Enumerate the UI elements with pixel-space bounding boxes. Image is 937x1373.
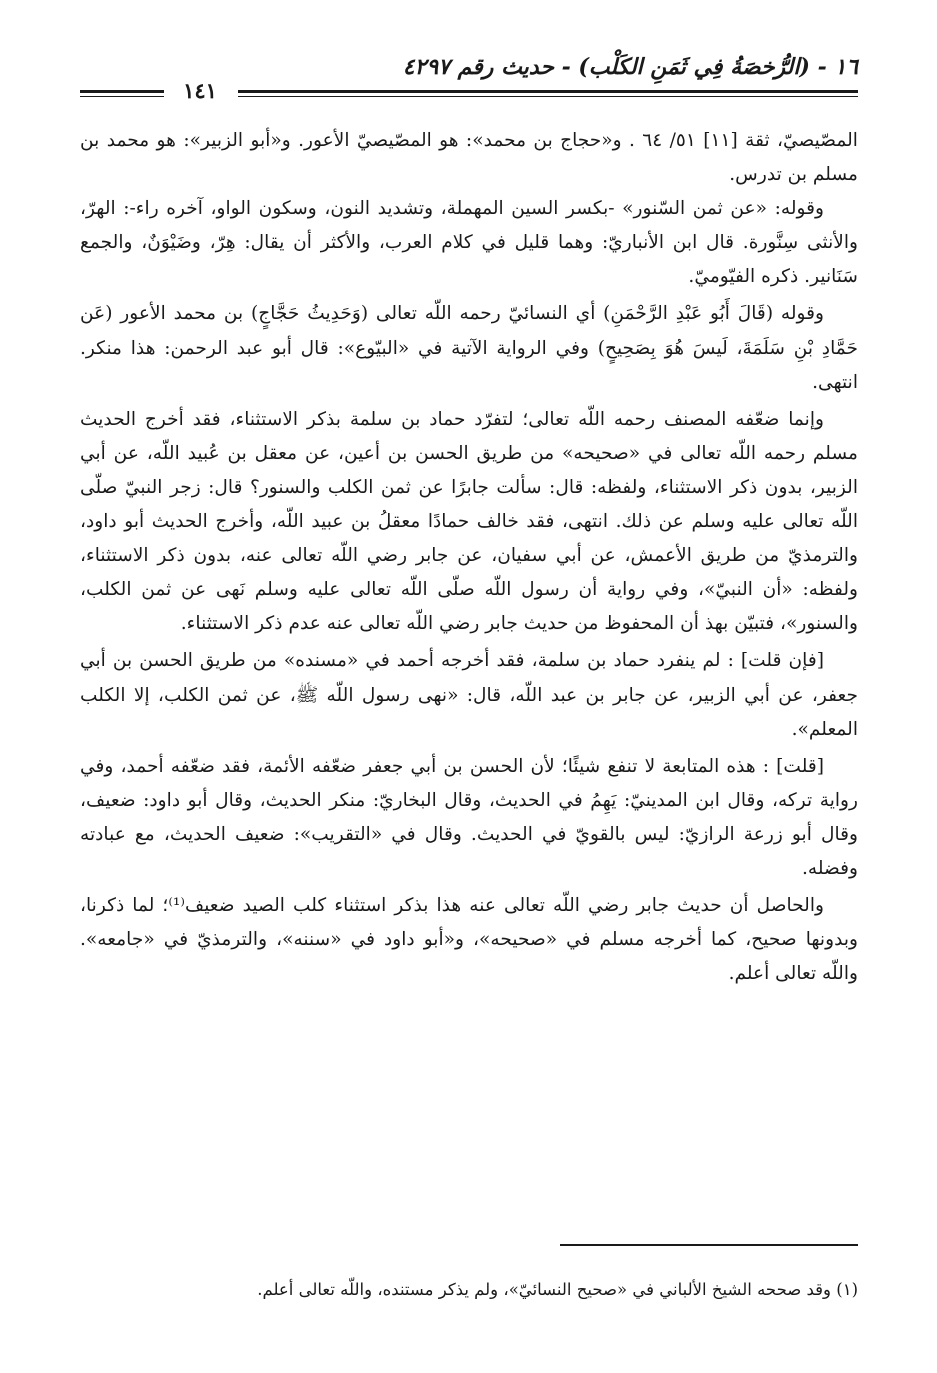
- header-rule-left: [80, 90, 164, 93]
- footnote: (١) وقد صححه الشيخ الألباني في «صحيح النسائيّ»، ولم يذكر مستنده، واللّه تعالى أعلم.: [257, 1280, 858, 1299]
- paragraph-objection: [فإن قلت] : لم ينفرد حماد بن سلمة، فقد أخرجه أحمد في «مسنده» من طريق الحسن بن أبي جعفر، عن أبي الزبير، عن جابر بن عبد اللّه، قال: «نهى رسول اللّه ﷺ، عن ثمن الكلب، إلا الكلب المعلم».: [80, 650, 858, 740]
- page-header: [80, 48, 858, 108]
- header-rule-left-thin: [80, 96, 164, 97]
- paragraph-weakening: وإنما ضعّفه المصنف رحمه اللّه تعالى؛ لتفرّد حماد بن سلمة بذكر الاستثناء، فقد أخرج الحديث مسلم رحمه اللّه تعالى في «صحيحه» من طريق الحسن بن أعين، عن معقل بن عُبيد اللّه، عن أبي الزبير، بدون ذكر الاستثناء، ولفظه: قال: سألت جابرًا عن ثمن الكلب والسنور؟ قال: زجر النبيّ صلّى اللّه تعالى عليه وسلم عن ذلك. انتهى، فقد خالف حمادًا معقلُ بن عبيد اللّه، وأخرج الحديث أبو داود، والترمذيّ من طريق الأعمش، عن أبي سفيان، عن جابر رضي اللّه تعالى عنه، بدون ذكر الاستثناء، ولفظه: «أن النبيّ»، وفي رواية أن رسول اللّه صلّى اللّه تعالى عليه وسلم نَهى عن ثمن الكلب، والسنور»، فتبيّن بهذ أن المحفوظ من حديث جابر رضي اللّه تعالى عنه عدم ذكر الاستثناء.: [80, 408, 858, 635]
- footnote-separator: [560, 1244, 858, 1246]
- paragraph-narrators: المصّيصيّ، ثقة [١١] ٥١/ ٦٤ . و«حجاج بن محمد»: هو المصّيصيّ الأعور. و«أبو الزبير»: هو محمد بن مسلم بن تدرس.: [80, 130, 858, 186]
- main-text: [80, 124, 858, 991]
- paragraph-conclusion: والحاصل أن حديث جابر رضي اللّه تعالى عنه هذا بذكر استثناء كلب الصيد ضعيف⁽¹⁾؛ لما ذكرنا، وبدونها صحيح، كما أخرجه مسلم في «صحيحه»، و«أبو داود في «سننه»، والترمذيّ في «جامعه». واللّه تعالى أعلم.: [80, 895, 858, 985]
- paragraph-sinnawr: وقوله: «عن ثمن السّنور» -بكسر السين المهملة، وتشديد النون، وسكون الواو، آخره راء-: الهرّ، والأنثى سِنَّورة. قال ابن الأنباريّ: وهما قليل في كلام العرب، والأكثر أن يقال: هِرّ، وضَيْوَنٌ، والجمع سَنَانير. ذكره الفيّوميّ.: [80, 198, 858, 288]
- paragraph-abu-abdurrahman: وقوله (قَالَ أَبُو عَبْدِ الرَّحْمَنِ) أي النسائيّ رحمه اللّه تعالى (وَحَدِيثُ حَجَّاجٍ) بن محمد الأعور (عَن حَمَّادِ بْنِ سَلَمَةَ، لَيسَ هُوَ بِصَحِيحٍ) وفي الرواية الآتية في «البيّوع»: قال أبو عبد الرحمن: هذا منكر. انتهى.: [80, 303, 858, 393]
- paragraph-reply: [قلت] : هذه المتابعة لا تنفع شيئًا؛ لأن الحسن بن أبي جعفر ضعّفه الأئمة، فقد ضعّفه أحمد، وفي رواية تركه، وقال ابن المدينيّ: يَهِمُ في الحديث، وقال البخاريّ: منكر الحديث، وقال أبو داود: ضعيف، وقال أبو زرعة الرازيّ: ليس بالقويّ في الحديث. وقال في «التقريب»: ضعيف الحديث، مع عبادته وفضله.: [80, 755, 858, 879]
- header-rule-thin: [238, 96, 858, 97]
- header-rule: [238, 90, 858, 93]
- page-number: ١٤١: [183, 78, 217, 103]
- chapter-title: ١٦ - (الرُّخصَةُ فِي ثَمَنِ الكَلْب) - حديث رقم ٤٢٩٧: [402, 54, 858, 80]
